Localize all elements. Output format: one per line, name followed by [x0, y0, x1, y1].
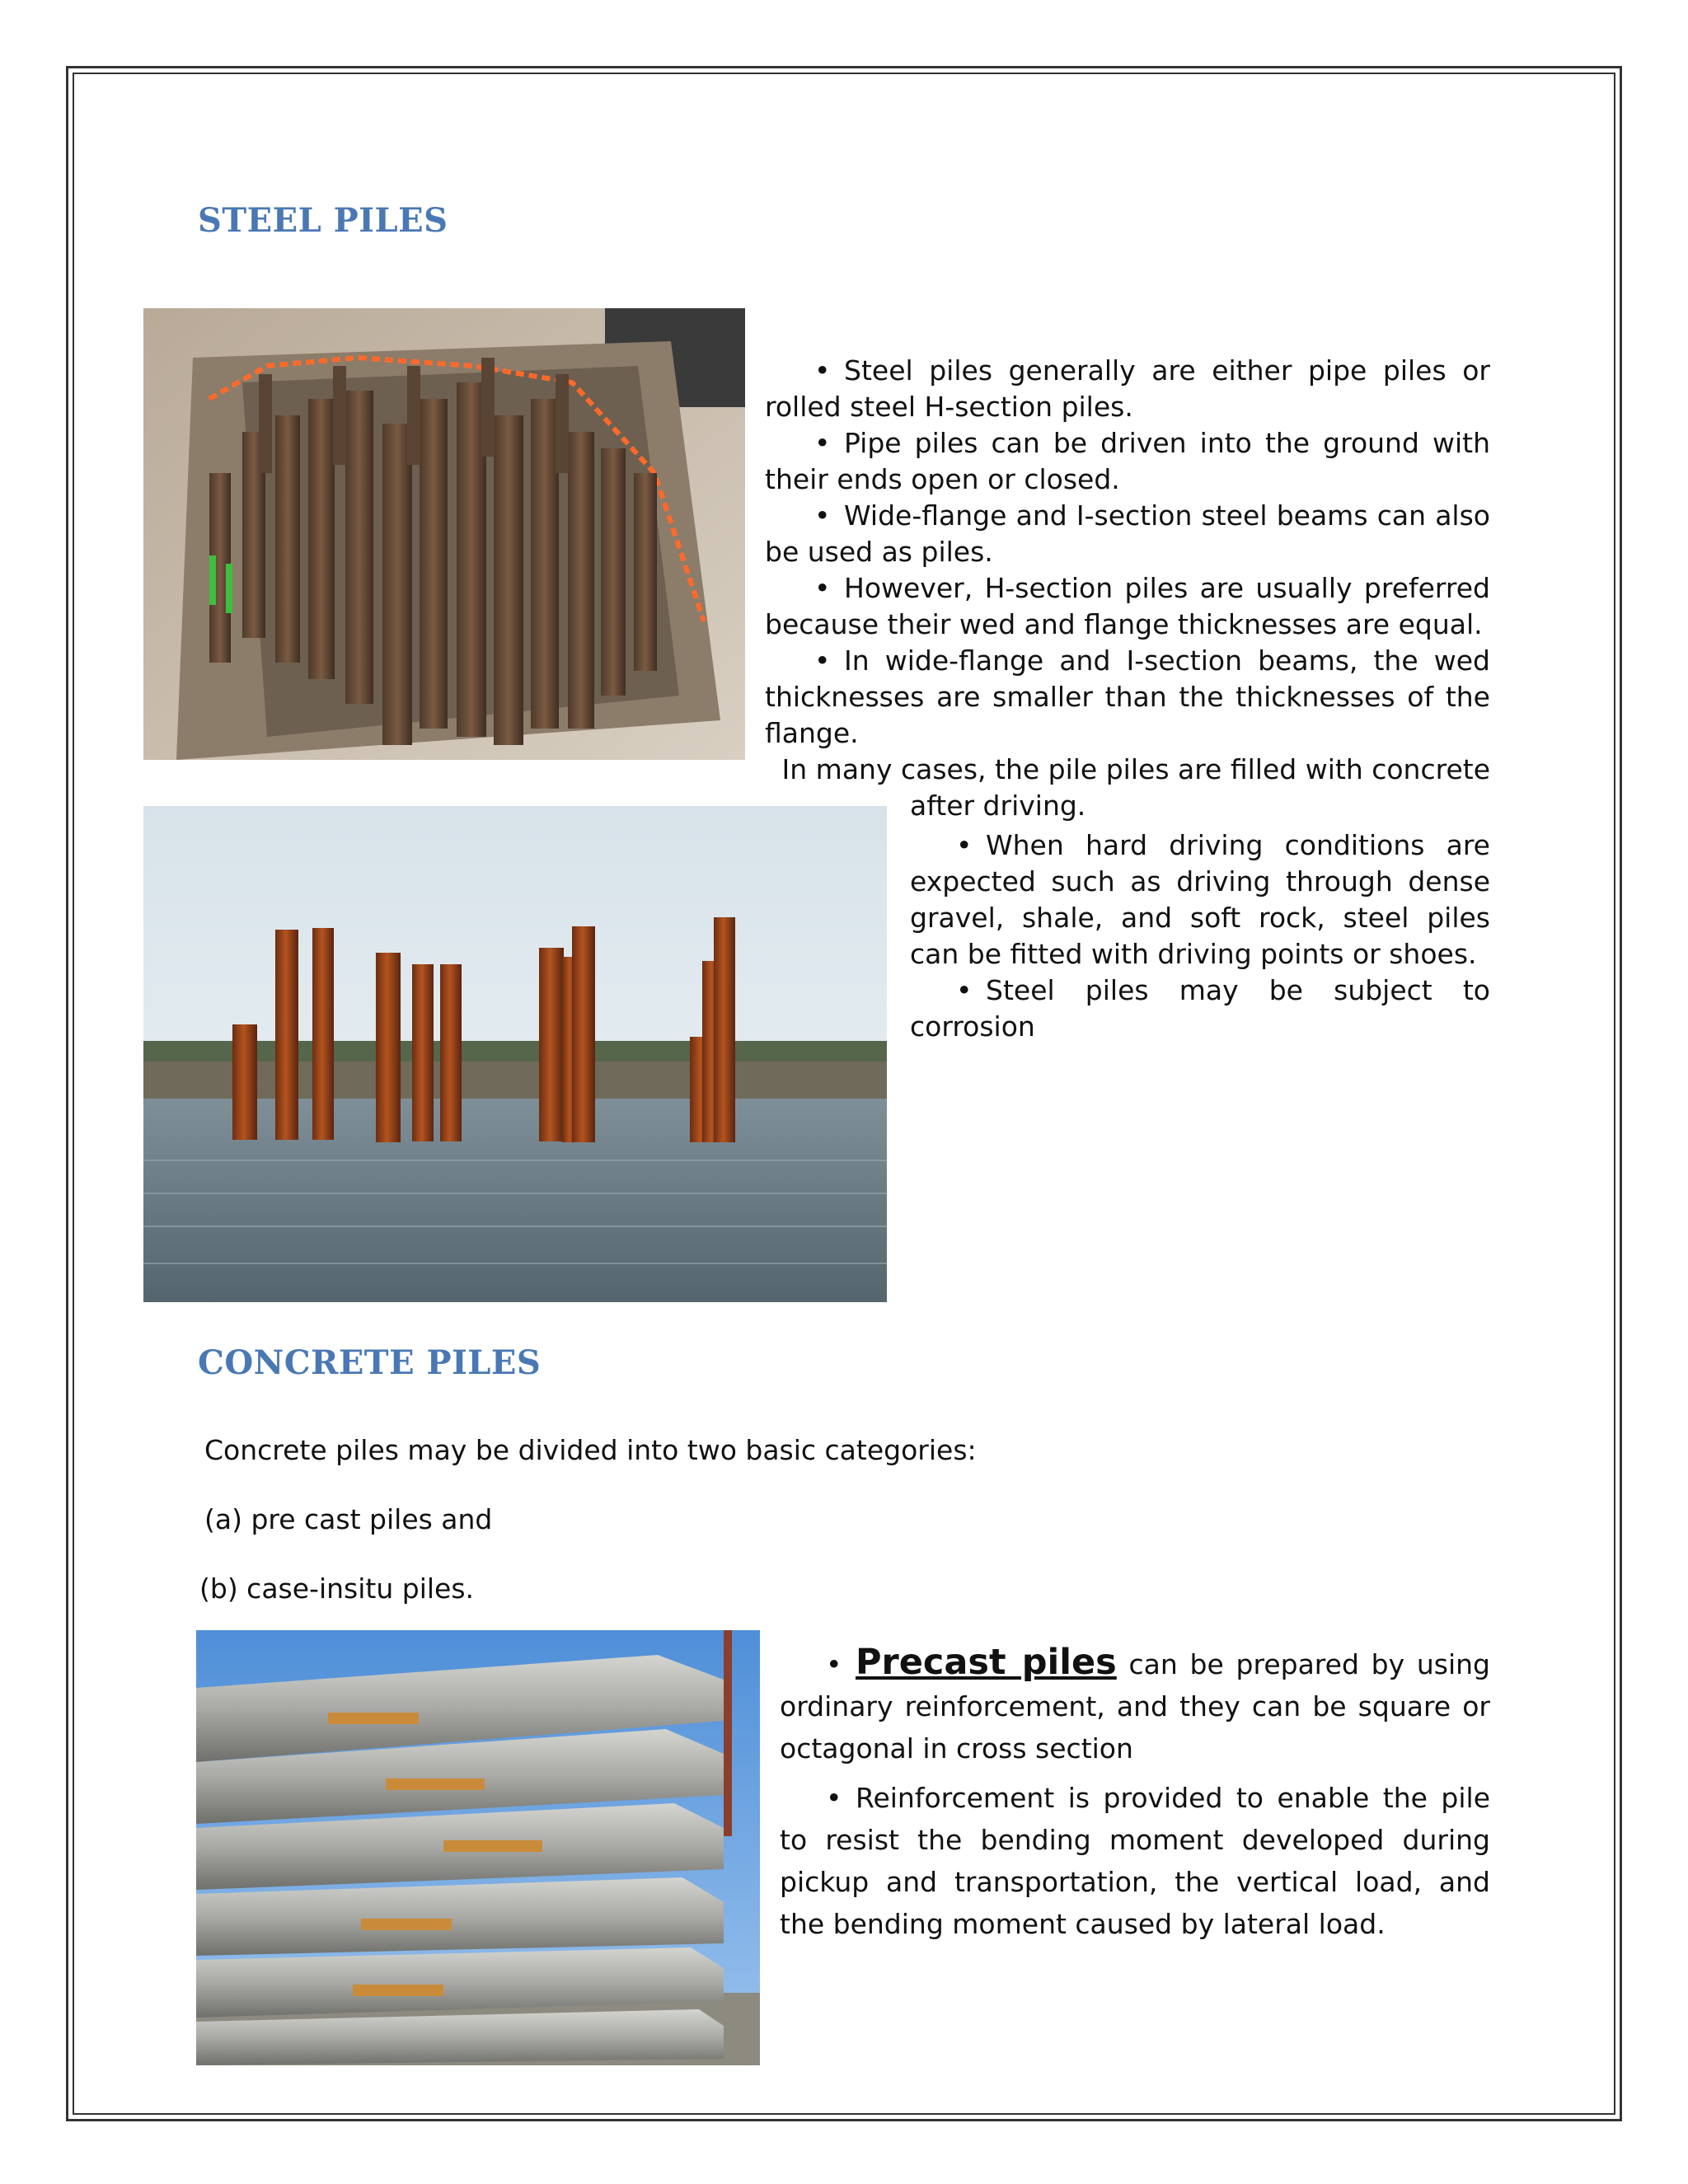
steel-bullet-6: • When hard driving conditions are expected such as driving through dense gravel, shale, and soft rock, steel piles can be fitted with driving points or shoes. [910, 829, 1490, 970]
precast-bullet-2: • Reinforcement is provided to enable the pile to resist the bending moment developed during pickup and transportation, the vertical load, and the bending moment caused by lateral load. [780, 1777, 1490, 1945]
steel-bullet-2: • Pipe piles can be driven into the ground with their ends open or closed. [765, 427, 1490, 495]
precast-piles-lead: Precast piles [856, 1642, 1117, 1683]
steel-piles-excavation-photo [143, 308, 745, 760]
precast-piles-photo [196, 1630, 760, 2065]
steel-piles-heading: STEEL PILES [198, 201, 448, 240]
steel-bullet-7: • Steel piles may be subject to corrosion [910, 974, 1490, 1043]
steel-bullet-3: • Wide-flange and I-section steel beams can also be used as piles. [765, 499, 1490, 568]
steel-note-line1: In many cases, the pile piles are filled with concrete [781, 753, 1490, 785]
steel-bullet-4: • However, H-section piles are usually preferred because their wed and flange thicknesses are equal. [765, 572, 1490, 640]
bullet-icon: • [826, 1782, 842, 1814]
concrete-piles-heading: CONCRETE PILES [198, 1343, 542, 1382]
concrete-intro: Concrete piles may be divided into two basic categories: [204, 1434, 977, 1466]
concrete-item-b: (b) case-insitu piles. [199, 1572, 475, 1605]
bullet-icon: • [956, 974, 973, 1006]
steel-bullet-5: • In wide-flange and I-section beams, the wed thicknesses are smaller than the thicknesses of the flange. [765, 644, 1490, 749]
precast-bullet-1: • Precast piles can be prepared by using ordinary reinforcement, and they can be square or octagonal in cross section [780, 1642, 1490, 1765]
steel-note-line2: after driving. [910, 790, 1086, 822]
bullet-icon: • [814, 572, 831, 604]
steel-piles-water-photo [143, 806, 887, 1302]
bullet-icon: • [814, 354, 831, 387]
bullet-icon: • [814, 427, 831, 459]
concrete-item-a: (a) pre cast piles and [204, 1503, 493, 1535]
bullet-icon: • [814, 499, 831, 532]
steel-bullet-1: • Steel piles generally are either pipe piles or rolled steel H-section piles. [765, 354, 1490, 423]
bullet-icon: • [814, 644, 831, 677]
bullet-icon: • [826, 1648, 842, 1680]
bullet-icon: • [956, 829, 973, 861]
